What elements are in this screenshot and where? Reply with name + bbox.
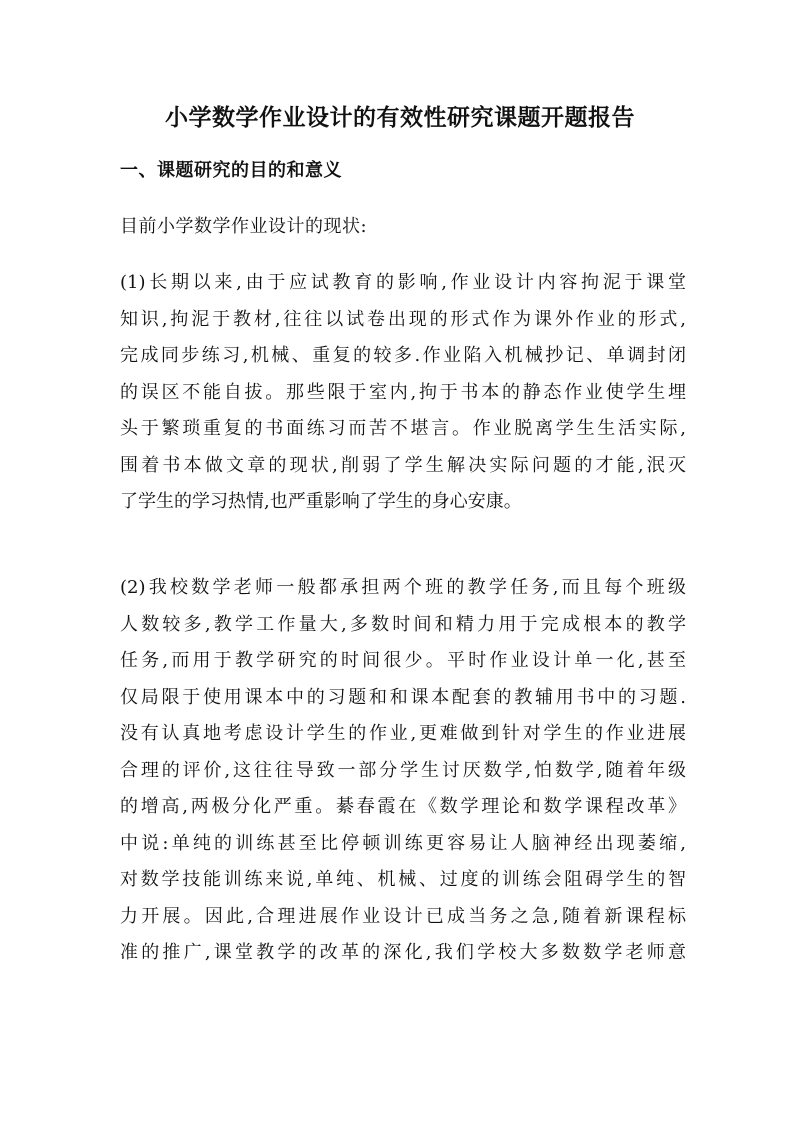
paragraph-2 — [120, 570, 686, 972]
paragraph-line: (2)我校数学老师一般都承担两个班的教学任务,而且每个班级 — [120, 577, 686, 598]
paragraph-line: 头于繁琐重复的书面练习而苦不堪言。作业脱离学生生活实际, — [120, 418, 686, 439]
document-title: 小学数学作业设计的有效性研究课题开题报告 — [165, 104, 635, 131]
paragraph-line: (1)长期以来,由于应试教育的影响,作业设计内容拘泥于课堂 — [120, 272, 686, 293]
paragraph-line: 任务,而用于教学研究的时间很少。平时作业设计单一化,甚至 — [120, 650, 686, 671]
paragraph-line: 人数较多,教学工作量大,多数时间和精力用于完成根本的教学 — [120, 613, 686, 635]
paragraph-line: 完成同步练习,机械、重复的较多.作业陷入机械抄记、单调封闭 — [120, 345, 686, 366]
section-heading: 一、课题研究的目的和意义 — [120, 160, 342, 181]
paragraph-1 — [120, 265, 686, 521]
paragraph-line: 知识,拘泥于教材,往往以试卷出现的形式作为课外作业的形式, — [120, 308, 686, 330]
paragraph-line: 对数学技能训练来说,单纯、机械、过度的训练会阻碍学生的智 — [120, 869, 686, 890]
paragraph-line: 围着书本做文章的现状,削弱了学生解决实际问题的才能,泯灭 — [120, 454, 686, 476]
paragraph-line: 仅局限于使用课本中的习题和和课本配套的教辅用书中的习题. — [120, 686, 686, 708]
paragraph-line: 了学生的学习热情,也严重影响了学生的身心安康。 — [120, 491, 522, 512]
paragraph-line: 没有认真地考虑设计学生的作业,更难做到针对学生的作业进展 — [120, 723, 686, 744]
paragraph-line: 中说:单纯的训练甚至比停顿训练更容易让人脑神经出现萎缩, — [120, 832, 686, 854]
paragraph-line: 合理的评价,这往往导致一部分学生讨厌数学,怕数学,随着年级 — [120, 759, 686, 781]
paragraph-line: 力开展。因此,合理进展作业设计已成当务之急,随着新课程标 — [120, 905, 686, 927]
paragraph-line: 的增高,两极分化严重。綦春霞在《数学理论和数学课程改革》 — [120, 796, 686, 817]
intro-line: 目前小学数学作业设计的现状: — [120, 216, 368, 237]
paragraph-line: 准的推广,课堂教学的改革的深化,我们学校大多数数学老师意 — [120, 942, 686, 963]
paragraph-line: 的误区不能自拔。那些限于室内,拘于书本的静态作业使学生埋 — [120, 381, 686, 403]
